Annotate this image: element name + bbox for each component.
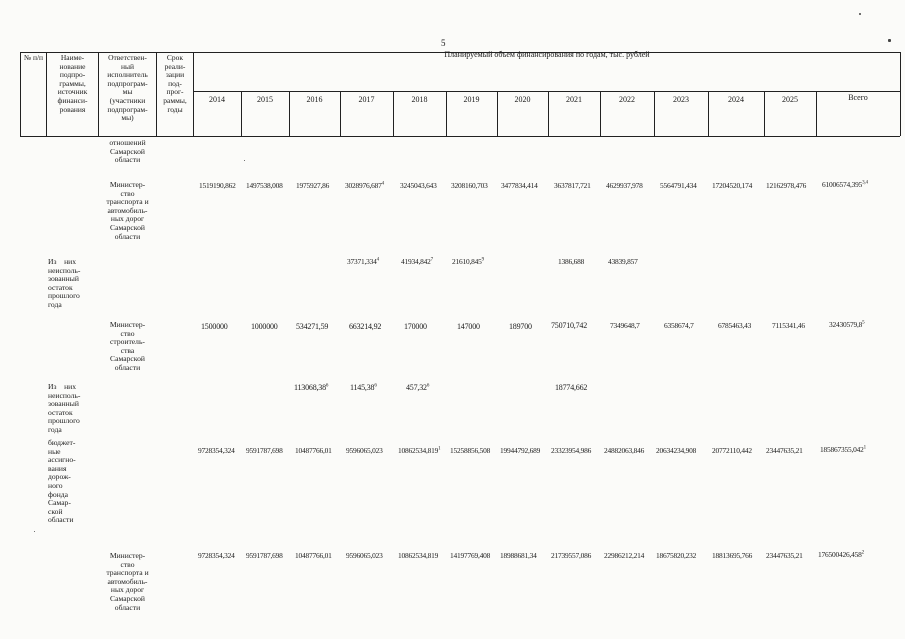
row3-2016: 534271,59 [296,322,329,331]
row0-executor: отношений Самарской области [109,138,146,165]
row2-2022: 43839,857 [608,257,638,266]
row5-2016: 10487766,01 [295,446,332,455]
year-2023: 2023 [673,95,689,104]
row2-2018-footnote: 7 [430,257,433,263]
row6-2024: 18813695,766 [712,551,753,560]
row6-2016: 10487766,01 [295,551,332,560]
row3-2018: 170000 [404,322,427,331]
row2-2019-value: 21610,845 [452,257,482,266]
scan-speck [888,39,891,42]
row5-2018-value: 10862534,819 [398,446,439,455]
header-term: Срок реали- зации под- прог- раммы, годы [163,53,187,114]
row2-2017-footnote: 4 [376,257,379,263]
row3-2023: 6358674,7 [664,321,694,330]
row4-2018-value: 457,32 [406,383,427,392]
row3-2025: 7115341,46 [772,321,805,330]
row2-name: Из них неисполь- зованный остаток прошлого года [48,257,81,309]
row6-2015: 9591787,698 [246,551,283,560]
row2-2019 [452,257,484,266]
row3-total-value: 32430579,8 [829,320,863,329]
row6-total [818,550,864,559]
row3-2015: 1000000 [251,322,278,331]
year-2019: 2019 [463,95,480,104]
row6-2022: 22986212,214 [604,551,645,560]
row1-2025: 12162978,476 [766,181,807,190]
row5-total [820,445,866,454]
row1-2018: 3245043,643 [400,181,437,190]
row6-2021: 21739557,086 [551,551,592,560]
row4-2017 [350,383,377,392]
row6-2018: 10862534,819 [398,551,439,560]
row1-2017-footnote: 4 [381,181,384,187]
row2-2018-value: 41934,842 [401,257,431,266]
row5-2020: 19944792,689 [500,446,541,455]
row1-2017 [345,181,384,190]
col-divider [193,52,194,136]
row5-2018-footnote: 1 [438,446,441,452]
row2-2021: 1386,688 [558,257,585,266]
row5-2017: 9596065,023 [346,446,383,455]
row6-total-value: 176500426,458 [818,550,862,559]
row5-total-value: 185867355,042 [820,445,864,454]
row6-2017: 9596065,023 [346,551,383,560]
row5-2021: 23323954,986 [551,446,592,455]
year-2016: 2016 [306,95,323,104]
row1-2024: 17204520,174 [712,181,753,190]
row5-2014: 9728354,324 [198,446,235,455]
year-2015: 2015 [257,95,273,104]
year-2020: 2020 [514,95,531,104]
page-number: 5 [441,38,446,48]
header-executor: Ответствен- ный исполнитель подпрограм- мы (участники подпрограм- мы) [107,53,148,123]
row1-total-value: 61006574,395 [822,180,863,189]
col-divider [20,52,21,136]
year-2025: 2025 [782,95,798,104]
header-num: № п/п [23,53,44,62]
row3-total [829,320,864,329]
year-2017: 2017 [358,95,375,104]
year-total: Всего [848,93,868,102]
row2-2019-footnote: 9 [481,257,484,263]
row1-2020: 3477834,414 [501,181,538,190]
row5-2018 [398,446,440,455]
row4-2018-footnote: 6 [426,383,430,389]
row1-2021: 3637817,721 [554,181,591,190]
row5-2023: 20634234,908 [656,446,697,455]
header-years-border [193,91,900,92]
row1-2019: 3208160,703 [451,181,488,190]
scan-speck [244,160,245,161]
row2-2017 [347,257,379,266]
year-2022: 2022 [619,95,635,104]
row5-total-footnote: 1 [863,445,866,451]
row6-total-footnote: 2 [861,550,864,556]
year-2014: 2014 [209,95,225,104]
row3-2021: 750710,742 [551,321,588,330]
row5-2024: 20772110,442 [712,446,752,455]
row3-2014: 1500000 [201,322,228,331]
row4-2021: 18774,662 [555,383,588,392]
col-divider [900,52,901,136]
row2-2018 [401,257,433,266]
row1-2016: 1975927,86 [296,181,330,190]
year-2018: 2018 [411,95,428,104]
row1-total [822,180,868,189]
row1-2015: 1497538,008 [246,181,283,190]
row5-name: бюджет- ные ассигно- вания дорож- ного фонда Самар- ской области [48,438,76,525]
row5-2019: 15258856,508 [450,446,491,455]
row6-2025: 23447635,21 [766,551,803,560]
row1-2014: 1519190,862 [199,181,236,190]
row1-2023: 5564791,434 [660,181,697,190]
row3-2024: 6785463,43 [718,321,752,330]
row6-2023: 18675820,232 [656,551,697,560]
row1-total-footnote: 3,4 [862,180,868,186]
row6-2014: 9728354,324 [198,551,235,560]
row1-executor: Министер- ство транспорта и автомобиль- ных дорог Самарской области [106,180,149,241]
row6-2019: 14197769,408 [450,551,491,560]
row5-2022: 24882063,846 [604,446,645,455]
row3-executor: Министер- ство строитель- ства Самарской области [109,320,146,372]
row3-2022: 7349648,7 [610,321,640,330]
row4-2017-value: 1145,38 [350,383,375,392]
row3-2019: 147000 [457,322,480,331]
row3-2017: 663214,92 [349,322,382,331]
header-bottom-border [20,136,900,137]
row4-2016-footnote: 6 [325,383,329,389]
scan-speck [34,531,35,532]
row5-2015: 9591787,698 [246,446,283,455]
row3-total-footnote: 5 [862,320,865,326]
row1-2017-value: 3028976,687 [345,181,382,190]
row1-2022: 4629937,978 [606,181,643,190]
row4-2017-footnote: 6 [374,383,377,389]
row6-2020: 18988681,34 [500,551,537,560]
year-2024: 2024 [728,95,744,104]
row5-2025: 23447635,21 [766,446,803,455]
row4-2016 [294,383,328,392]
header-name: Наиме- нование подпро- граммы, источник финанси- рования [57,53,88,114]
row3-2020: 189700 [509,322,532,331]
year-2021: 2021 [566,95,582,104]
scan-speck [859,13,861,15]
row2-2017-value: 37371,334 [347,257,377,266]
row4-2016-value: 113068,38 [294,383,326,392]
row4-name: Из них неисполь- зованный остаток прошлого года [48,382,81,434]
row4-2018 [406,383,429,392]
header-plan: Планируемый объем финансирования по годам, тыс. рублей [444,50,650,59]
row6-executor: Министер- ство транспорта и автомобиль- ных дорог Самарской области [106,551,149,612]
